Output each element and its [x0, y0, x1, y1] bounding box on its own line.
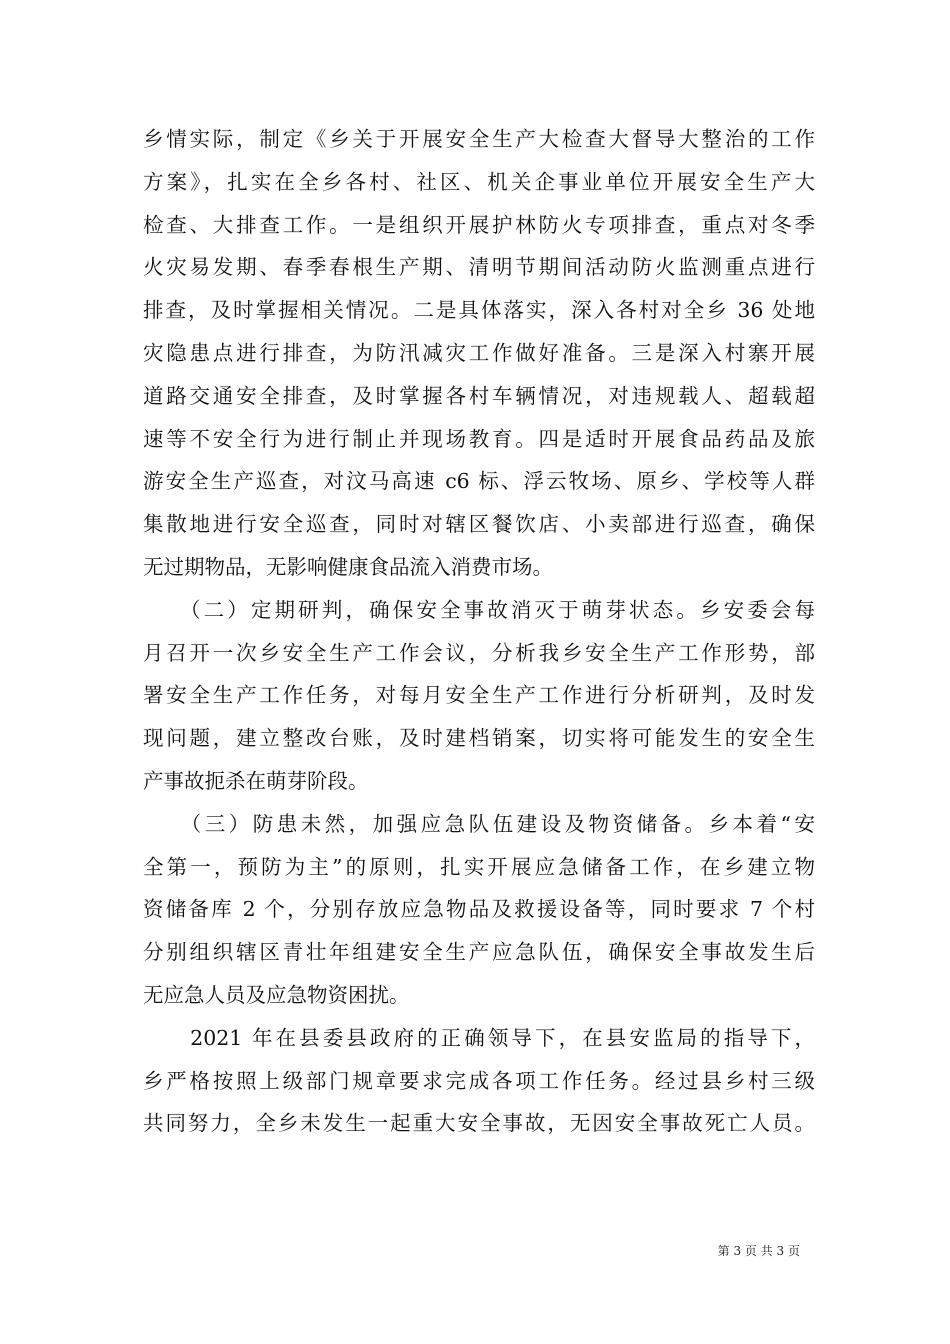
section-heading-line: （三）防患未然，加强应急队伍建设及物资储备。乡本着“安 — [143, 811, 815, 836]
text-line: 方案》，扎实在全乡各村、社区、机关企事业单位开展安全生产大 — [143, 169, 815, 194]
page-number: 第 3 页 共 3 页 — [717, 1244, 800, 1258]
text-line: 速等不安全行为进行制止并现场教育。四是适时开展食品药品及旅 — [143, 426, 815, 451]
text-line: 乡严格按照上级部门规章要求完成各项工作任务。经过县乡村三级 — [143, 1068, 815, 1093]
text-line: 无过期物品，无影响健康食品流入消费市场。 — [143, 554, 553, 579]
text-line: 共同努力，全乡未发生一起重大安全事故，无因安全事故死亡人员。 — [143, 1111, 815, 1136]
text-line: 署安全生产工作任务，对每月安全生产工作进行分析研判，及时发 — [143, 683, 815, 708]
text-line: 乡情实际，制定《乡关于开展安全生产大检查大督导大整治的工作 — [143, 127, 815, 151]
document-body — [143, 118, 815, 1145]
text-line: 2021 年在县委县政府的正确领导下，在县安监局的指导下， — [143, 1025, 815, 1050]
text-line: 无应急人员及应急物资困扰。 — [143, 982, 410, 1007]
text-line: 现问题，建立整改台账，及时建档销案，切实将可能发生的安全生 — [143, 726, 815, 751]
text-line: 灾隐患点进行排查，为防汛减灾工作做好准备。三是深入村寨开展 — [143, 340, 815, 365]
text-line: 资储备库 2 个，分别存放应急物品及救援设备等，同时要求 7 个村 — [143, 897, 815, 922]
text-line: 排查，及时掌握相关情况。二是具体落实，深入各村对全乡 36 处地 — [143, 298, 815, 323]
text-line: 集散地进行安全巡查，同时对辖区餐饮店、小卖部进行巡查，确保 — [143, 512, 815, 537]
text-line: 全第一，预防为主”的原则，扎实开展应急储备工作，在乡建立物 — [143, 854, 815, 879]
text-line: 产事故扼杀在萌芽阶段。 — [143, 768, 369, 793]
text-line: 分别组织辖区青壮年组建安全生产应急队伍，确保安全事故发生后 — [143, 940, 815, 965]
text-line: 月召开一次乡安全生产工作会议，分析我乡安全生产工作形势，部 — [143, 640, 815, 665]
text-line: 游安全生产巡查，对汶马高速 c6 标、浮云牧场、原乡、学校等人群 — [143, 469, 815, 494]
section-heading-line: （二）定期研判，确保安全事故消灭于萌芽状态。乡安委会每 — [143, 597, 815, 622]
text-line: 检查、大排查工作。一是组织开展护林防火专项排查，重点对冬季 — [143, 212, 815, 237]
text-line: 火灾易发期、春季春根生产期、清明节期间活动防火监测重点进行 — [143, 255, 815, 280]
text-line: 道路交通安全排查，及时掌握各村车辆情况，对违规载人、超载超 — [143, 383, 815, 408]
